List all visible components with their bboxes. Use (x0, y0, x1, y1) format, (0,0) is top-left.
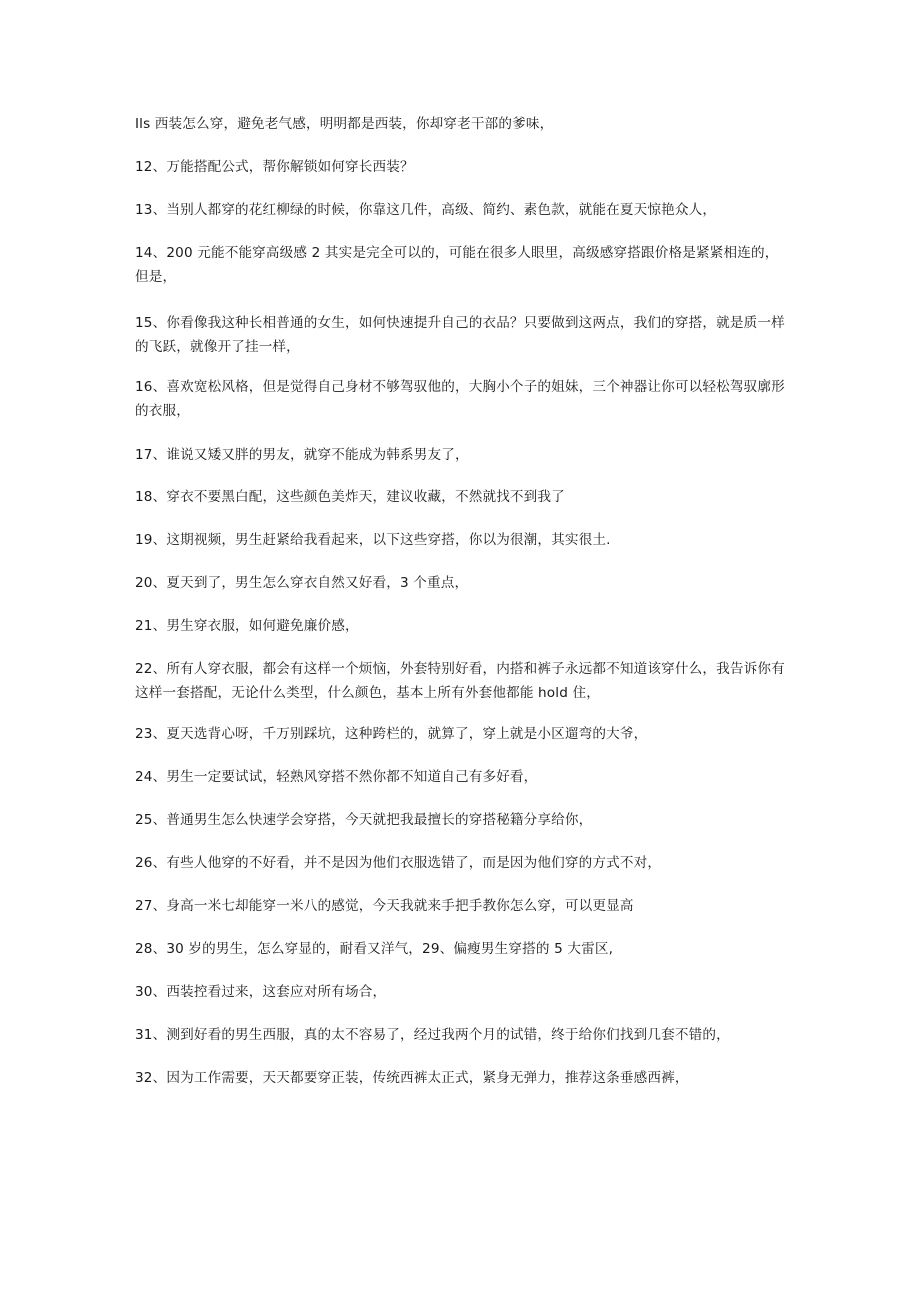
paragraph-28: 28、30 岁的男生，怎么穿显的，耐看又洋气，29、偏瘦男生穿搭的 5 大雷区, (135, 941, 614, 957)
paragraph-20: 20、夏天到了，男生怎么穿衣自然又好看，3 个重点， (135, 575, 469, 591)
paragraph-16: 16、喜欢宽松风格，但是觉得自己身材不够驾驭他的，大胸小个子的姐妹，三个神器让你可以轻松驾驭廓形的衣服， (135, 379, 785, 419)
paragraph-19: 19、这期视频，男生赶紧给我看起来，以下这些穿搭，你以为很潮，其实很土. (135, 532, 611, 548)
paragraph-25: 25、普通男生怎么快速学会穿搭，今天就把我最擅长的穿搭秘籍分享给你， (135, 812, 593, 828)
paragraph-13: 13、当别人都穿的花红柳绿的时候，你靠这几件，高级、简约、素色款，就能在夏天惊艳众人， (135, 202, 717, 218)
paragraph-31: 31、测到好看的男生西服，真的太不容易了，经过我两个月的试错，终于给你们找到几套不错的， (135, 1027, 730, 1043)
paragraph-21: 21、男生穿衣服，如何避免廉价感， (135, 618, 359, 634)
paragraph-14: 14、200 元能不能穿高级感 2 其实是完全可以的，可能在很多人眼里，高级感穿搭跟价格是紧紧相连的，但是， (135, 245, 779, 285)
paragraph-11: Ils 西装怎么穿，避免老气感，明明都是西装，你却穿老干部的爹味， (135, 116, 554, 132)
paragraph-30: 30、西装控看过来，这套应对所有场合， (135, 984, 387, 1000)
paragraph-15: 15、你看像我这种长相普通的女生，如何快速提升自己的衣品？只要做到这两点，我们的穿搭，就是质一样的飞跃，就像开了挂一样， (135, 315, 785, 355)
paragraph-17: 17、谁说又矮又胖的男友，就穿不能成为韩系男友了， (135, 447, 469, 463)
paragraph-23: 23、夏天选背心呀，千万别踩坑，这种跨栏的，就算了，穿上就是小区遛弯的大爷， (135, 726, 648, 742)
paragraph-26: 26、有些人他穿的不好看，并不是因为他们衣服选错了，而是因为他们穿的方式不对， (135, 855, 662, 871)
paragraph-12: 12、万能搭配公式，帮你解锁如何穿长西装？ (135, 159, 414, 175)
paragraph-18: 18、穿衣不要黑白配，这些颜色美炸天，建议收藏，不然就找不到我了 (135, 489, 565, 505)
paragraph-24: 24、男生一定要试试，轻熟风穿搭不然你都不知道自己有多好看， (135, 769, 538, 785)
paragraph-32: 32、因为工作需要，天天都要穿正装，传统西裤太正式，紧身无弹力，推荐这条垂感西裤， (135, 1070, 689, 1086)
paragraph-22: 22、所有人穿衣服，都会有这样一个烦恼，外套特别好看，内搭和裤子永远都不知道该穿什么，我告诉你有这样一套搭配，无论什么类型，什么颜色，基本上所有外套他都能 hold 住， (135, 661, 785, 701)
paragraph-27: 27、身高一米七却能穿一米八的感觉，今天我就来手把手教你怎么穿，可以更显高 (135, 898, 634, 914)
